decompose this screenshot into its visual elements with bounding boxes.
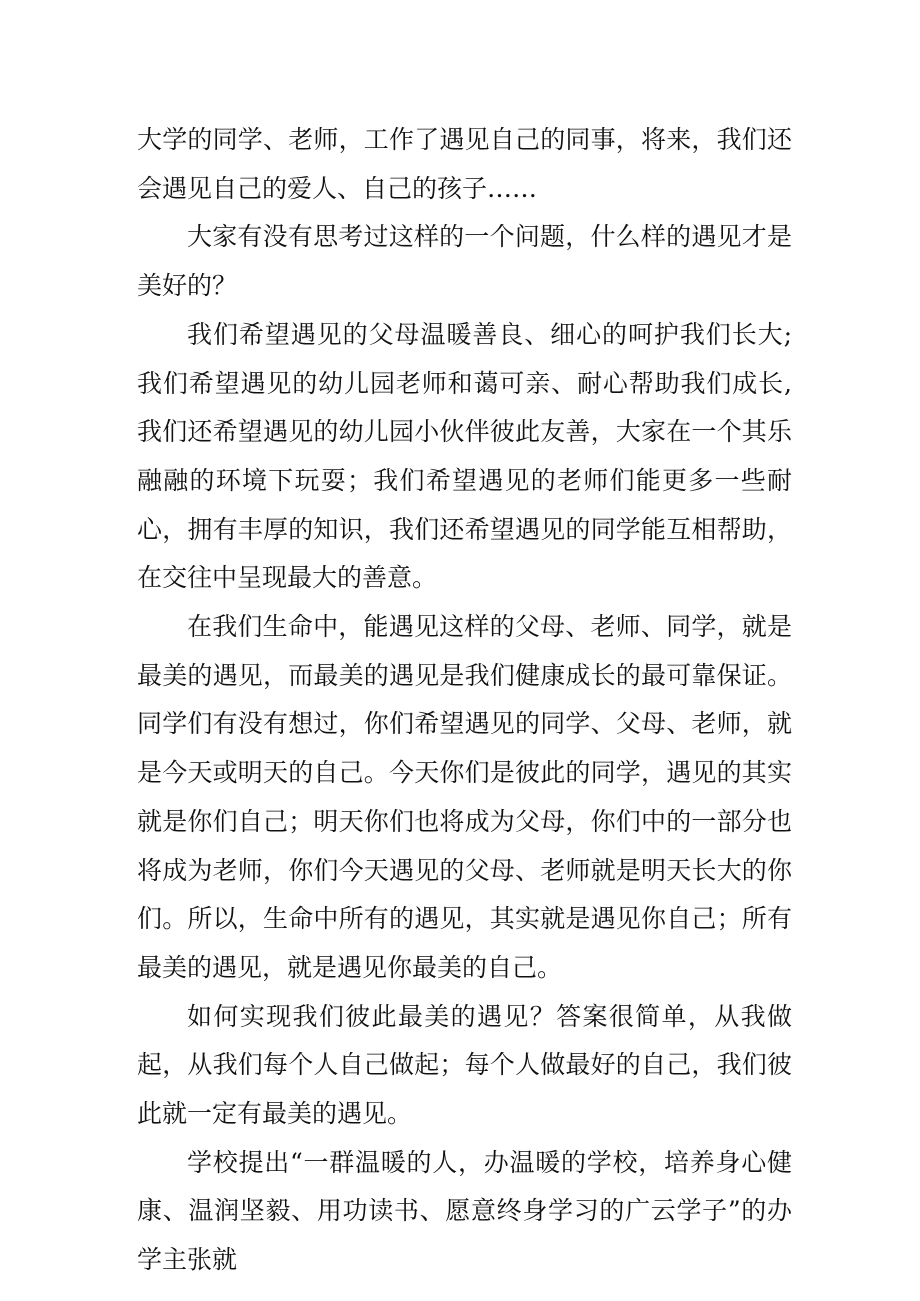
paragraph-best-encounter: 在我们生命中，能遇见这样的父母、老师、同学，就是最美的遇见，而最美的遇见是我们健康成长的最可靠保证。同学们有没有想过，你们希望遇见的同学、父母、老师，就是今天或明天的自己。今天你们是彼此的同学，遇见的其实就是你们自己；明天你们也将成为父母，你们中的一部分也将成为老师，你们今天遇见的父母、老师就是明天长大的你们。所以，生命中所有的遇见，其实就是遇见你自己；所有最美的遇见，就是遇见你最美的自己。 [137, 612, 792, 982]
paragraph-question: 大家有没有思考过这样的一个问题，什么样的遇见才是美好的？ [137, 222, 792, 301]
paragraph-school-motto: 学校提出“一群温暖的人，办温暖的学校，培养身心健康、温润坚毅、用功读书、愿意终身学习的广云学子”的办学主张就 [137, 1147, 792, 1275]
paragraph-how-to: 如何实现我们彼此最美的遇见？答案很简单，从我做起，从我们每个人自己做起；每个人做最好的自己，我们彼此就一定有最美的遇见。 [137, 1001, 792, 1129]
body-text [137, 116, 792, 1285]
paragraph-continuation: 大学的同学、老师，工作了遇见自己的同事，将来，我们还会遇见自己的爱人、自己的孩子…… [137, 125, 792, 203]
paragraph-hopes: 我们希望遇见的父母温暖善良、细心的呵护我们长大;我们希望遇见的幼儿园老师和蔼可亲、耐心帮助我们成长,我们还希望遇见的幼儿园小伙伴彼此友善，大家在一个其乐融融的环境下玩耍；我们希望遇见的老师们能更多一些耐心，拥有丰厚的知识，我们还希望遇见的同学能互相帮助，在交往中呈现最大的善意。 [137, 319, 792, 593]
